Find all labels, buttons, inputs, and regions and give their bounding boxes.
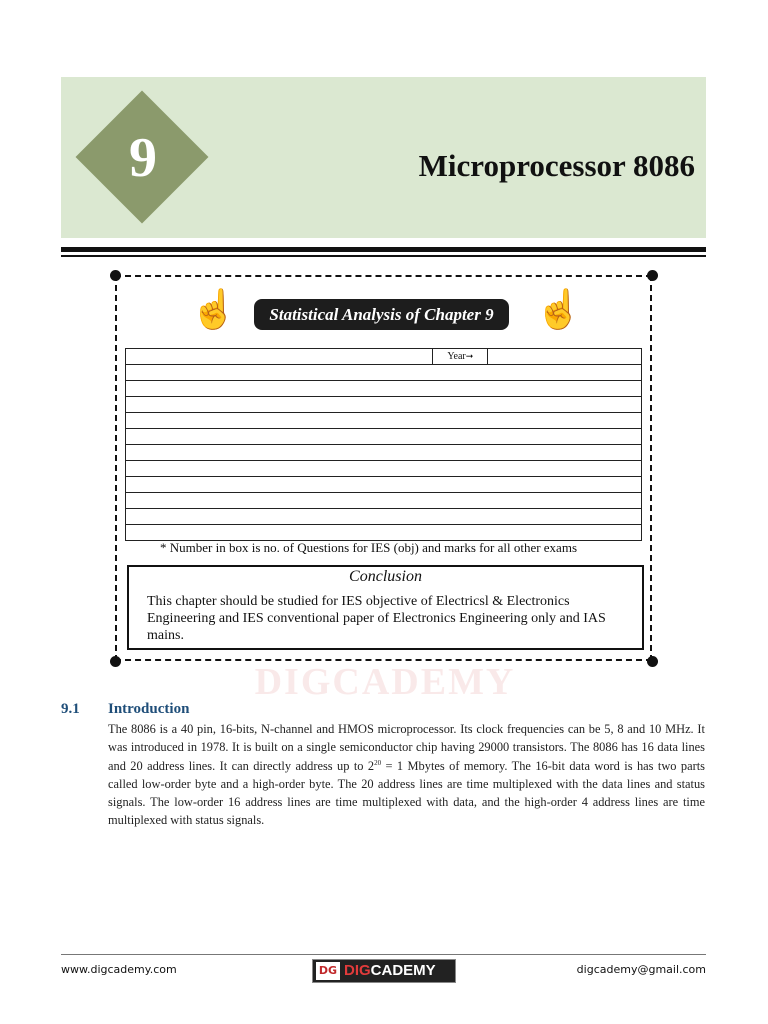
table-cell: [126, 461, 642, 477]
table-row: [126, 477, 642, 493]
table-cell: [126, 397, 642, 413]
statistics-table: [125, 348, 642, 541]
ok-hand-icon: ☝: [535, 289, 583, 331]
table-cell: [433, 349, 488, 365]
conclusion-title: Conclusion: [349, 568, 422, 585]
table-row: [126, 525, 642, 541]
header-divider: [61, 247, 706, 252]
logo-text-dig: DIG: [344, 962, 371, 979]
table-row: [126, 461, 642, 477]
section-number: 9.1: [61, 701, 80, 717]
logo-text-cademy: CADEMY: [370, 962, 436, 979]
table-row: [126, 381, 642, 397]
table-cell: [126, 381, 642, 397]
table-cell: [126, 493, 642, 509]
section-title: Introduction: [108, 701, 190, 717]
section-paragraph: [108, 720, 705, 830]
table-cell: [126, 365, 642, 381]
conclusion-box: [127, 565, 644, 650]
table-row: [126, 365, 642, 381]
footer-email-link[interactable]: digcademy@gmail.com: [576, 963, 706, 976]
frame-corner-dot: [647, 656, 658, 667]
header-divider-thin: [61, 255, 706, 257]
paragraph-text: The 8086 is a 40 pin, 16-bits, N-channel and HMOS microprocessor. Its clock frequencies can be 5, 8 and 10 MHz. It was introduced in 1978. It is built on a single semiconductor chip having 29000 transistors. The 8086 has 16 data lines and 20 address lines. It can directly address up to 2: [108, 722, 705, 773]
table-cell: [488, 349, 642, 365]
year-label: Year: [447, 351, 466, 362]
conclusion-text: This chapter should be studied for IES objective of Electricsl & Electronics Engineering and IES conventional paper of Electronics Engineering only and IAS mains.: [147, 594, 606, 643]
watermark: DIGCADEMY: [254, 661, 516, 703]
footer-website-link[interactable]: www.digcademy.com: [61, 963, 177, 976]
table-row: [126, 429, 642, 445]
digcademy-logo: [312, 959, 456, 983]
chapter-title: Microprocessor 8086: [418, 148, 695, 183]
table-footnote: * Number in box is no. of Questions for IES (obj) and marks for all other exams: [160, 540, 578, 555]
table-row: [126, 349, 642, 365]
logo-text: [344, 961, 436, 981]
logo-mark: DG: [316, 962, 340, 980]
table-cell: [126, 477, 642, 493]
frame-corner-dot: [110, 656, 121, 667]
exponent: 20: [374, 758, 382, 767]
table-row: [126, 445, 642, 461]
table-cell: [126, 525, 642, 541]
analysis-banner: Statistical Analysis of Chapter 9: [254, 299, 509, 330]
frame-corner-dot: [110, 270, 121, 281]
table-cell: [126, 509, 642, 525]
table-cell: [126, 429, 642, 445]
table-cell: [126, 413, 642, 429]
ok-hand-icon: ☝: [190, 289, 238, 331]
paragraph-text: = 1 Mbytes of memory. The 16-bit data word is has two parts called low-order byte and a high-order byte. The 20 address lines are time multiplexed with the data lines and status signals. The low-order 16 address lines are time multiplexed with data, and the high-order 4 address lines are time multiplexed with status signals.: [108, 758, 705, 828]
table-row: [126, 509, 642, 525]
footer-divider: [61, 954, 706, 955]
table-cell: [126, 445, 642, 461]
table-cell: [126, 349, 433, 365]
chapter-number: 9: [129, 127, 157, 189]
arrow-right-icon: ➞: [465, 351, 474, 361]
table-row: [126, 493, 642, 509]
table-row: [126, 397, 642, 413]
frame-corner-dot: [647, 270, 658, 281]
table-row: [126, 413, 642, 429]
